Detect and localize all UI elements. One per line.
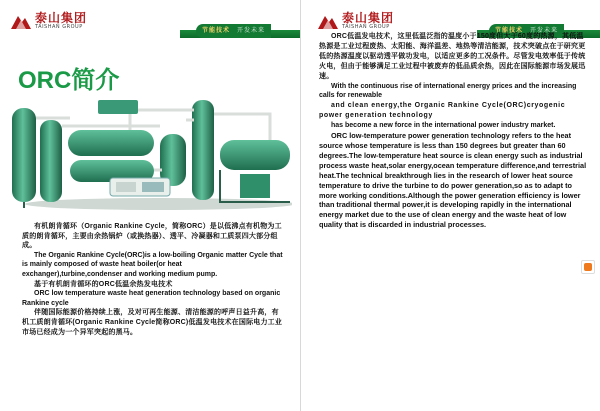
subheading-cn: 基于有机朗肯循环的ORC低温余热发电技术	[34, 280, 173, 288]
slogan-part-1: 节能技术	[202, 27, 231, 34]
slogan-part-2: 开发未来	[236, 27, 265, 34]
paragraph-en-2: and clean energy,the Organic Rankine Cycle(ORC)cryogenic power generation technology	[319, 102, 566, 120]
left-logo	[10, 12, 87, 30]
subheading-en: ORC low temperature waste heat generation technology based on organic Rankine cycle	[22, 290, 281, 307]
paragraph-cn-market: 伴随国际能源价格持续上涨，及对可再生能源、清洁能源的呼声日益升高，有机工质朗肯循环(Organic Rankine Cycle简称ORC)低温发电技术在国际电力工业市场已经成为一个异军突起的黑马。	[22, 309, 283, 336]
slogan-part-1: 节能技术	[495, 27, 524, 34]
header-slogan-pill	[196, 24, 271, 38]
orc-unit-illustration	[10, 90, 292, 212]
paragraph-cn-orc: ORC低温发电技术，这里低温泛指的温度小于150度但大于60度的热源，其低温热源是工业过程废热、太阳能、海洋温差、地热等清洁能源，技术突破点在于研究更低的热源温度以驱动透平做功发电，以适应更多的工况条件。尽管发电效率低于传统火电，但由于能够满足工业过程中被废弃的低品质余热，因此在国际能源市场发展迅速。	[319, 33, 586, 80]
left-body-text	[22, 222, 284, 337]
logo-text-en: TAISHAN GROUP	[35, 24, 83, 30]
share-widget-icon[interactable]	[581, 260, 595, 274]
paragraph-en-4: ORC low-temperature power generation technology refers to the heat source whose temperature is less than 150 degrees but greater than 60 degrees.The low-temperature heat source is clean energy such as industrial process waste heat,solar energy,ocean temperature difference,and terrestrial heat.The technical breakthrough lies in the research of lower heat source temperature to drive the turbine to do power generation,so as to adapt to more working conditions.Although the power generation efficiency is lower than traditional thermal power,it is developing rapidly in the international energy market due to the use of clean energy and the waste heat of low quality that is discarded in industrial processes.	[319, 131, 587, 230]
page-title: ORC简介	[18, 67, 120, 94]
taishan-mountain-logo-icon	[10, 12, 32, 30]
slogan-part-2: 开发未来	[529, 27, 558, 34]
paragraph-en-intro: The Organic Rankine Cycle(ORC)is a low-boiling Organic matter Cycle that is mainly composed of waste heat boiler(or heat exchanger),turbine,condenser and working medium pump.	[22, 251, 283, 278]
right-page	[300, 0, 600, 411]
logo-text-cn: 泰山集团	[35, 11, 88, 25]
logo-text-en: TAISHAN GROUP	[342, 24, 390, 30]
logo-text-cn: 泰山集团	[342, 11, 395, 25]
right-logo	[317, 12, 394, 30]
paragraph-en-1: With the continuous rise of international energy prices and the increasing calls for renewable	[319, 82, 577, 100]
paragraph-en-3: has become a new force in the international power industry market.	[331, 122, 556, 130]
paragraph-cn-intro: 有机朗肯循环（Organic Rankine Cycle，简称ORC）是以低沸点有机物为工质的朗肯循环，主要由余热锅炉（或换热器）、透平、冷凝器和工质泵四大部分组成。	[22, 223, 282, 250]
right-body-text	[319, 32, 589, 230]
taishan-mountain-logo-icon	[317, 12, 339, 30]
